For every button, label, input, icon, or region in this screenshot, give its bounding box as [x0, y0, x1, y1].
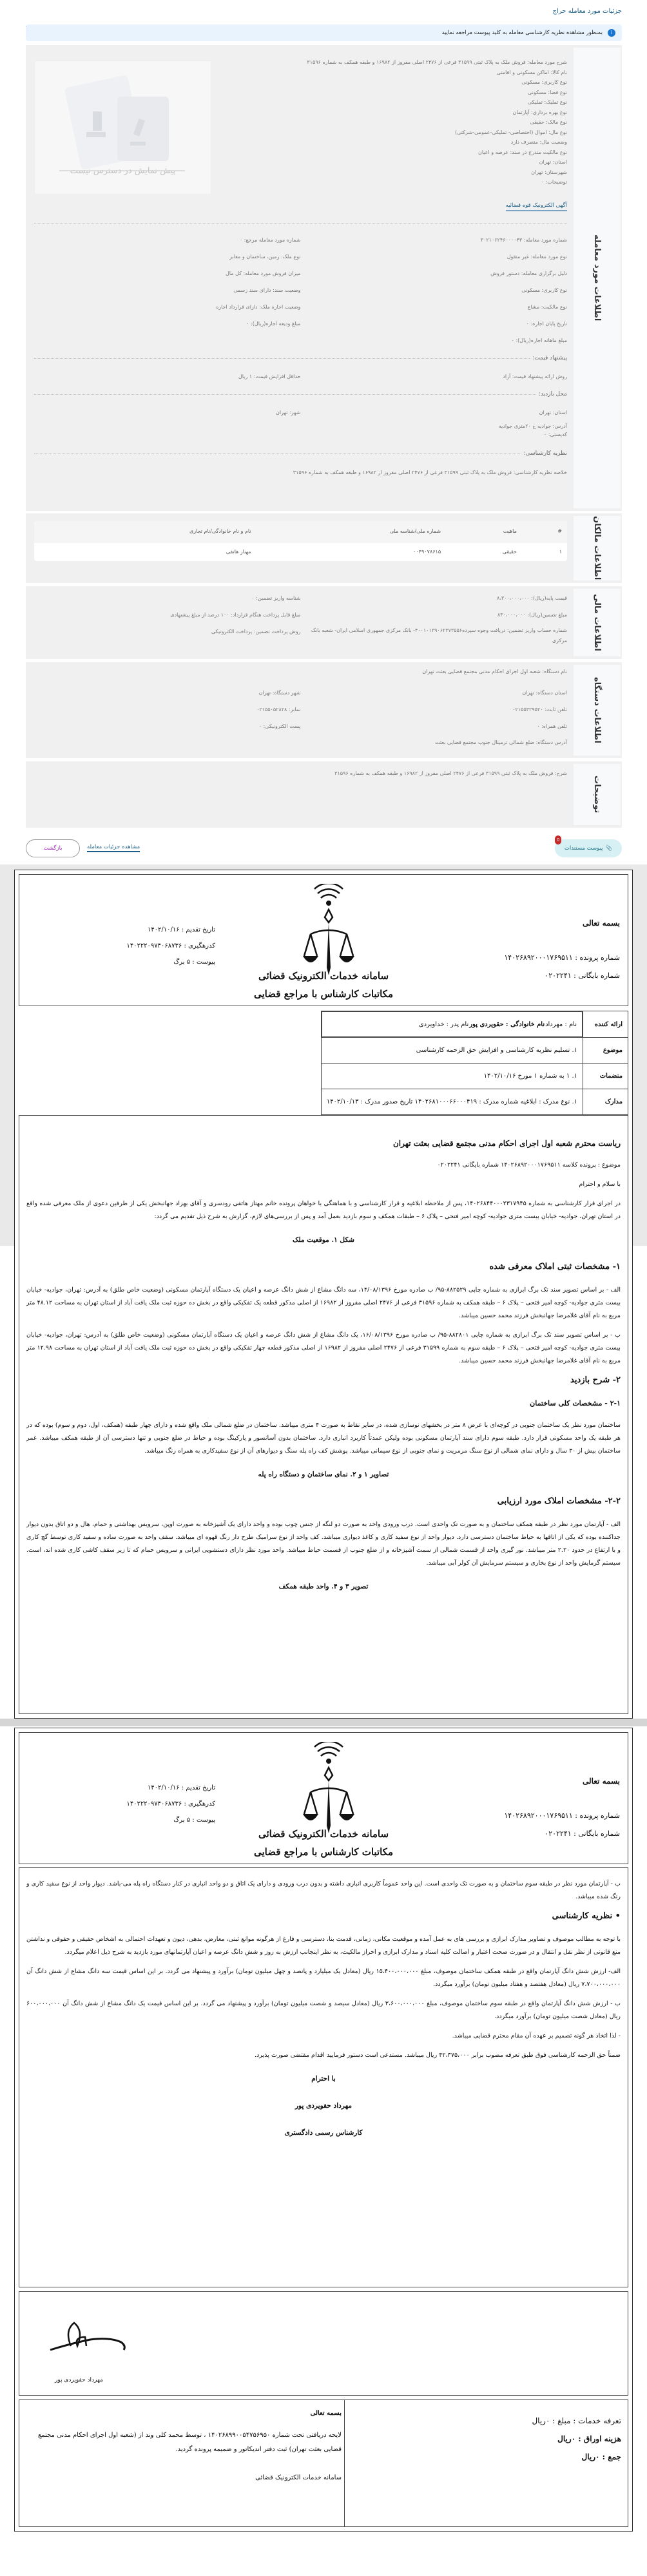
judiciary-scales-logo: [303, 884, 354, 980]
caption: مهرداد حقویردی پور: [295, 2102, 352, 2110]
archive-number: شماره بایگانی : ۰۲۰۲۲۴۱: [545, 971, 620, 980]
field-label: پست الکترونیکی:: [263, 723, 301, 729]
meta-value-item: نام خانوادگی : حقویردی پور: [469, 1020, 545, 1028]
caption: تصویر ۳ و ۴. واحد طبقه همکف: [278, 1583, 369, 1590]
electronic-ad-link[interactable]: آگهی الکترونیک قوه قضائیه: [506, 202, 567, 211]
paragraph: ضمناً حق الزحمه کارشناسی فوق طبق تعرفه مصوب برابر ۴۲،۳۷۵،۰۰۰ ریال میباشد. مستدعی است دستور فرمایید اقدام مقتضی صورت پذیرد.: [254, 2052, 621, 2059]
field-label: روش ارائه پیشنهاد قیمت:: [512, 373, 567, 379]
field-value: ۰: [537, 723, 540, 729]
total-fee: جمع : ۰ریال: [581, 2452, 621, 2461]
field-value: ۰۲۱۵۵۳۲۹۵۲۰: [512, 706, 543, 712]
field-value: عرصه و اعیان: [478, 149, 508, 155]
field: [34, 410, 301, 415]
paragraph: با سلام و احترام: [579, 1181, 621, 1188]
preview-unavailable-text: پیش نمایش در دسترس نیست: [70, 166, 176, 176]
table-cell: مهناز هاتفی: [34, 542, 256, 561]
field-value: فروش ملک به پلاک ثبتی ۳۱۵۹۹ فرعی از ۲۴۷۶ اصلی مفروز از ۱۶۹۸۲ و طبقه همکف به شماره ۳۱۵۹۶: [293, 470, 512, 475]
field-label: کدپستی:: [548, 432, 567, 437]
field-row: [34, 265, 567, 281]
field-value: ۰: [526, 320, 529, 327]
field: [206, 139, 567, 149]
field-row: [34, 298, 567, 315]
field-label: نوع مورد معامله:: [530, 253, 567, 260]
section-heading: [34, 355, 567, 361]
section-label: اطلاعات مورد معامله: [574, 48, 621, 508]
field: [34, 470, 567, 475]
field-row: [34, 315, 567, 332]
owners-table: [34, 521, 567, 561]
meta-key: ارائه کننده: [583, 1011, 628, 1038]
field: [206, 99, 567, 110]
document-subtitle: مکاتبات کارشناس با مراجع قضایی: [253, 988, 393, 1000]
field-label: نوع تملیک:: [544, 99, 567, 105]
info-alert: [26, 24, 622, 41]
column-header: #: [522, 521, 567, 542]
field-label: نوع مالکیت مندرج در سند:: [510, 149, 567, 155]
meta-key: مدارک: [583, 1089, 628, 1115]
field-row: [34, 281, 567, 298]
field-label: میزان فروش مورد معامله:: [243, 270, 301, 276]
field-label: خلاصه نظریه کارشناسی:: [513, 470, 567, 475]
basmala: بسمه تعالی: [582, 919, 620, 928]
field-value: دارای قرارداد اجاره: [216, 303, 258, 310]
section-label: توضیحات: [592, 776, 602, 814]
tracking-code: کدرهگیری : ۱۴۰۲۲۲۰۹۷۴۰۶۸۷۳۶: [126, 1800, 215, 1808]
field-label: نوع ملک:: [281, 253, 301, 260]
field: [34, 669, 567, 684]
field: [206, 179, 567, 189]
field-label: تلفن همراه:: [541, 723, 567, 729]
field: [206, 169, 567, 180]
tracking-code: کدرهگیری : ۱۴۰۲۲۲۰۹۷۴۰۶۸۷۳۶: [126, 942, 215, 949]
paragraph: ب - بر اساس تصویر سند تک برگ ابرازی به شماره چاپی ۸۸۲۸۰۱-۹۵/ ب صادره مورخ ۱۶/۰۸/۱۳۹۶، یک دانگ مشاع از شش دانگ عرصه و اعیان یک دستگاه آپارتمان مسکونی (وضعیت خاص طلق) به آدرس: تهران، جوادیه- خیابان بیست متری جوادیه- کوچه امیر فتحی – پلاک ۶ – طبقه سوم به شماره ۳۱۵۹۹ فرعی از ۲۴۷۶ اصلی مفروز از ۱۶۹۸۲ از اصلی مذکور قطعه چهار تفکیکی واقع در بخش ده حوزه ثبت ملک یافت آباد از استان تهران به مساحت ۱۲.۹۸ متر مربع به نام آقای غلامرضا جهانبخش فرزند محمد حسین میباشد.: [26, 1331, 621, 1364]
field: [206, 110, 567, 120]
basmala: بسمه تعالی: [582, 1777, 620, 1786]
field: [301, 321, 568, 327]
field-value: ۰: [544, 432, 547, 437]
field-row: [34, 248, 567, 265]
paragraph: الف- ارزش شش دانگ آپارتمان واقع در طبقه همکف ساختمان موصوف، مبلغ ۱۵،۴۰۰،۰۰۰،۰۰۰ ریال (معادل یک میلیارد و پانصد و چهل میلیون تومان) برآورد و پیشنهاد می گردد. بر این اساس قیمت سه دانگ مشاع از شش دانگ آن ۷،۷۰۰،۰۰۰،۰۰۰ ریال (معادل هفتصد و هفتاد میلیون تومان) برآورد میگردد.: [26, 1968, 621, 1988]
section-label: اطلاعات دستگاه: [592, 677, 602, 743]
field-value: ۸،۳۰۰،۰۰۰،۰۰۰: [497, 595, 530, 601]
field: [34, 237, 301, 243]
info-icon: i: [608, 29, 615, 37]
field: [301, 723, 568, 729]
field-label: شماره مورد معامله:: [523, 236, 567, 243]
paperclip-icon: 📎: [605, 845, 613, 852]
meta-value: [322, 1011, 583, 1037]
receipt-column: [19, 2400, 344, 2526]
field: [206, 59, 567, 70]
meta-value-item: ۱. نوع مدرک : ابلاغیه شماره مدرک : ۱۴۰۲۶۸۱۰۰۰۶۶۰۰۰۴۱۹ تاریخ صدور مدرک : ۱۴۰۲/۱۰/۱۳: [326, 1098, 577, 1105]
field-value: غیر منقول: [507, 253, 529, 260]
attachments-count-badge: 0: [555, 835, 561, 844]
document-page-1: [14, 870, 633, 1719]
field-label: استان:: [552, 409, 567, 415]
caption: با احترام: [311, 2075, 336, 2083]
field-label: نوع مالکیت:: [541, 303, 567, 310]
section-heading: ۲- شرح بازدید: [570, 1375, 621, 1385]
field-label: مبلغ تضمین(ریال):: [527, 611, 567, 618]
page-title: جزئیات مورد معامله حراج: [552, 8, 622, 15]
field: [34, 271, 301, 276]
field: [34, 723, 301, 729]
section-heading: [34, 391, 567, 397]
field: [34, 304, 301, 310]
notes-description: شرح: فروش ملک به پلاک ثبتی ۳۱۵۹۹ فرعی از ۲۴۷۶ اصلی مفروز از ۱۶۹۸۲ و طبقه همکف به شماره ۳۱۵۹۶: [334, 770, 567, 776]
field-label: استان دستگاه:: [536, 689, 567, 696]
field: [34, 629, 301, 634]
system-name: سامانه خدمات الکترونیک قضائی: [258, 970, 389, 982]
field: [206, 70, 567, 80]
meta-row: [321, 1064, 628, 1089]
field-value: ۰: [258, 723, 262, 729]
field-value: اماکن مسکونی و اقامتی: [496, 69, 549, 75]
field-value: آزاد: [503, 373, 511, 379]
submit-date: تاریخ تقدیم : ۱۴۰۲/۱۰/۱۶: [147, 926, 215, 933]
field-value: تهران: [258, 689, 271, 696]
meta-value-item: نام : مهرداد: [545, 1020, 577, 1028]
field: [301, 707, 568, 712]
table-cell: ۱: [522, 542, 567, 561]
field-value: کل مال: [225, 270, 242, 276]
field-value: ۱۰۰ درصد از مبلغ پیشنهادی: [170, 611, 229, 618]
meta-value-item: ۱. ۱ به شماره ۱ مورخ ۱۴۰۲/۱۰/۱۶: [483, 1073, 577, 1080]
field-label: نوع مال:: [548, 129, 567, 135]
column-header: ماهیت: [446, 521, 522, 542]
field-value: مسکونی: [521, 79, 541, 85]
field-label: روش پرداخت تضمین:: [253, 628, 301, 634]
field-label: وضعیت اجاره ملک:: [259, 303, 301, 310]
field-label: حداقل افزایش قیمت:: [253, 373, 301, 379]
heading-text: پیشنهاد قیمت:: [532, 355, 567, 361]
station-section: [26, 662, 622, 758]
field-label: شماره مورد معامله مرجع:: [244, 236, 301, 243]
field: [301, 271, 568, 276]
field-value: ضلع شمالی ترمینال جنوب مجتمع قضایی بعثت: [435, 739, 535, 745]
field: [301, 625, 568, 646]
divider: [34, 453, 521, 454]
field: [34, 254, 301, 260]
field-value: متصرف دارد: [510, 139, 538, 145]
page-separator: [0, 1719, 647, 1726]
paragraph: موضوع : پرونده کلاسه ۱۴۰۲۶۸۹۲۰۰۰۱۷۶۹۵۱۱ شماره بایگانی ۰۲۰۲۲۴۱: [437, 1161, 621, 1169]
field: [301, 374, 568, 379]
field-label: شهر:: [289, 409, 301, 415]
section-heading: ۲-۲- مشخصات املاک مورد ارزیابی: [497, 1496, 621, 1506]
heading-text: محل بازدید:: [538, 391, 567, 397]
field: [301, 237, 568, 243]
field-value: ۰: [251, 595, 255, 601]
signature-box: [19, 2291, 628, 2396]
field-value: آپارتمان: [512, 109, 530, 115]
field-row: [34, 589, 567, 606]
document-header: [19, 874, 628, 1006]
file-number: شماره پرونده : ۱۴۰۲۶۸۹۲۰۰۰۱۷۶۹۵۱۱: [504, 1811, 620, 1820]
view-deal-details-link[interactable]: مشاهده جزئیات معامله: [87, 844, 140, 852]
field-value: دستور فروش: [490, 270, 520, 276]
attachment-count: پیوست : ۵ برگ: [173, 959, 215, 966]
caption: کارشناس رسمی دادگستری: [284, 2129, 363, 2137]
subsection-heading: ۲-۱ - مشخصات کلی ساختمان: [530, 1399, 621, 1407]
field-value: ۰: [239, 236, 243, 243]
field-label: نوع بهره برداری:: [531, 109, 567, 115]
summary-list: [206, 59, 567, 189]
field-label: وضعیت سند:: [273, 287, 301, 293]
meta-value-item: نام پدر : خداویردی: [418, 1020, 469, 1028]
document-meta-table: [321, 1011, 628, 1115]
column-header: شماره ملی/شناسه ملی: [256, 521, 447, 542]
table-cell: حقیقی: [446, 542, 522, 561]
meta-row: [321, 1011, 628, 1038]
meta-key: موضوع: [583, 1038, 628, 1064]
heading-text: نظریه کارشناسی:: [523, 450, 567, 457]
field-value: دارای سند رسمی: [233, 287, 271, 293]
paragraph: در اجرای قرار کارشناسی به شماره ۱۴۰۲۶۸۴۴۰۰۰۲۳۱۷۹۴۵، پس از ملاحظه ابلاغیه و قرار کارشناسی و با هماهنگی با خواهان پرونده خانم مهناز هاتفی رودسری و آقای بهزاد جهانبخش یکی از طرفین دعوی از ملک معرفی شده واقع در استان تهران، جوادیه- خیابان بیست متری جوادیه- کوچه امیر فتحی – پلاک ۶ – طبقات همکف و سوم بازدید بعمل آمد و پس از بررسی‌های لازم، گزارش به شرح ذیل تقدیم می گردد:: [26, 1200, 621, 1220]
owners-section: [26, 513, 622, 583]
field-label: شماره حساب واریز تضمین:: [507, 627, 567, 633]
document-page-2: [14, 1728, 633, 2532]
meta-value: [321, 1064, 583, 1089]
field-value: حقیقی: [530, 119, 545, 125]
field: [34, 321, 301, 327]
meta-value-item: ۱. تسلیم نظریه کارشناسی و افزایش حق الزحمه کارشناسی: [416, 1047, 577, 1054]
gavel-placeholder-icon: [34, 61, 211, 177]
divider: [34, 394, 536, 395]
field-value: ۰: [246, 320, 249, 327]
field-value: تهران: [276, 409, 288, 415]
fees-column: [344, 2400, 628, 2526]
logo: [303, 884, 354, 983]
submit-date: تاریخ تقدیم : ۱۴۰۲/۱۰/۱۶: [147, 1784, 215, 1791]
field: [34, 374, 301, 379]
caption: شکل ۱. موقعیت ملک: [293, 1236, 354, 1244]
section-heading: ۱- مشخصات ثبتی املاک معرفی شده: [489, 1262, 621, 1272]
logo: [303, 1742, 354, 1841]
field-label: نام کالا:: [550, 69, 567, 75]
field-label: شهرستان:: [545, 169, 567, 175]
paragraph: الف - بر اساس تصویر سند تک برگ ابرازی به شماره چاپی ۸۸۲۵۲۹-۹۵/ ب صادره مورخ ۱۴/۰۸/۱۳۹۶، سه دانگ مشاع از شش دانگ عرصه و اعیان یک دستگاه آپارتمان مسکونی (وضعیت خاص طلق) به آدرس: تهران، جوادیه- خیابان بیست متری جوادیه- کوچه امیر فتحی – پلاک ۶ – طبقه همکف به شماره ۳۱۵۹۶ فرعی از ۲۴۷۶ اصلی مفروز از ۱۶۹۸۲ از اصلی مذکور قطعه یک تفکیکی واقع در بخش ده حوزه ثبت ملک یافت آباد از استان تهران به مساحت ۴۸.۱۲ متر مربع به نام آقای غلامرضا جهانبخش فرزند محمد حسین میباشد.: [26, 1286, 621, 1319]
field-row: [34, 404, 567, 421]
field-label: استان:: [552, 159, 567, 165]
meta-key: منضمات: [583, 1064, 628, 1089]
column-header: نام و نام خانوادگی/نام تجاری: [34, 521, 256, 542]
field-label: نام دستگاه:: [542, 669, 567, 674]
field-value: تهران: [531, 169, 543, 175]
paragraph: الف - آپارتمان مورد نظر در طبقه همکف ساختمان و به صورت تک واحدی است. درب ورودی واحد به صورت دو لنگه از جنس چوب بوده و واحد دارای یک آشپزخانه به صورت اوپن، سرویس بهداشتی و حمام، هال و دو اتاق بدون دیوار جداکننده بوده که یکی از اتاقها به حیاط ساختمان دسترسی دارد. دیوار واحد از نوع سفید کاری و کاغذ دیواری میباشد. کف واحد از نوع سرامیک طرح دار رنگ قهوه ای میباشد. سقف واحد به صورت ساده و سفید کاری توسط گچ کاری و با ارتفاع در حدود ۲.۲۰ متر میباشد. نور گیری واحد از قسمت شمالی از سمت آشپزخانه و از ضلع جنوب از قسمت حیاط میباشد. واحد مورد نظر دارای دستشویی ایرانی و سرویس حمام که تا زیر سقف کاشی کاری شده اند، است. سیستم گرمایش واحد از نوع بخاری و سیستم سرمایش آن کولر آبی میباشد.: [26, 1521, 621, 1567]
field: [206, 79, 567, 90]
archive-number: شماره بایگانی : ۰۲۰۲۲۴۱: [545, 1829, 620, 1838]
field: [34, 690, 301, 696]
field: [301, 690, 568, 696]
field-value: فروش ملک به پلاک ثبتی ۳۱۵۹۹ فرعی از ۲۴۷۶ اصلی مفروز از ۱۶۹۸۲ و طبقه همکف به شماره ۳۱۵۹۶: [307, 59, 526, 65]
deal-fields: [34, 231, 567, 475]
addressee: ریاست محترم شعبه اول اجرای احکام مدنی مجتمع قضایی بعثت تهران: [392, 1139, 621, 1148]
field-row: [34, 368, 567, 385]
field-label: نوع کاربری:: [541, 79, 567, 85]
field: [34, 612, 301, 618]
field-value: مسکونی: [528, 89, 546, 95]
document-body: [26, 1878, 621, 2153]
field-label: شناسه واریز تضمین:: [256, 595, 301, 601]
field-value: تهران: [539, 409, 552, 415]
file-number: شماره پرونده : ۱۴۰۲۶۸۹۲۰۰۰۱۷۶۹۵۱۱: [504, 953, 620, 962]
image-preview: [34, 61, 211, 195]
field: [301, 304, 568, 310]
field-value: ۰: [541, 179, 545, 185]
field-value: تهران: [522, 689, 534, 696]
field-row: [34, 701, 567, 718]
field-value: ۰: [511, 337, 514, 343]
field-label: وضعیت مال:: [539, 139, 567, 145]
section-label: اطلاعات مالی: [592, 594, 602, 651]
attachment-count: پیوست : ۵ برگ: [173, 1817, 215, 1824]
field-label: نوع مالک:: [546, 119, 567, 125]
paragraph: با توجه به مطالب موصوف و تصاویر مدارک ابرازی و بررسی های به عمل آمده و موقعیت مکانی، زمانی، قدمت بنا، دسترسی و فارغ از هرگونه موانع ثبتی، معارض، بدهی، دیون و تعهدات احتمالی به اشخاص حقیقی و حقوقی و نداشتن منع قانونی از نظر نقل و انتقال و در صورت صحت اعتبار و اصالت کلیه اسناد و مدارک ابرازی و احراز مالکیت، به نظر اینجانب ارزش به روز و شش دانگ عرصه و اعیان آپارتمانهای مورد بازدید به شرح ذیل اعلام میگردد.: [26, 1936, 621, 1956]
field-label: آدرس:: [552, 423, 567, 429]
field: [34, 287, 301, 293]
field-label: نوع فضا:: [548, 89, 567, 95]
paragraph: ساختمان مورد نظر یک ساختمان جنوبی در کوچه‌ای با عرض ۸ متر در بخشهای نوسازی شده، در سایر نقاط به صورت ۴ متری میباشد. ساختمان در ضلع شمالی ملک واقع شده و دارای چهار طبقه (همکف، اول، دوم و سوم) بوده که در هر طبقه یک واحد مسکونی قرار دارد. طبقه سوم دارای سند آپارتمان مسکونی بوده ولیکن عمدتاً کاربرد انباری دارد. ساختمان بدون آسانسور و پارکینگ بوده و حیاط در ضلع جنوبی و تنها دسترسی آن از طبقه همکف میباشد. عمر ساختمان بیش از ۳۰ سال و دارای نمای شمالی از نوع سنگ مرمریت و نمای جنوبی از نوع سیمانی میباشد. پوشش کف راه پله سنگ و دیوارهای آن از نوع سفیدکاری به همراه رنگ میباشد.: [26, 1422, 621, 1455]
divider: [34, 358, 530, 359]
field: [34, 707, 301, 712]
field-row: [34, 718, 567, 734]
field-value: شعبه اول اجرای احکام مدنی مجتمع قضایی بعثت تهران: [422, 669, 541, 674]
meta-row: [321, 1038, 628, 1064]
paragraph: - لذا اتخاذ هر گونه تصمیم بر عهده آن مقام محترم قضایی میباشد.: [452, 2032, 621, 2039]
field-value: مسکونی: [521, 287, 541, 293]
field: [301, 410, 568, 415]
field: [301, 287, 568, 293]
meta-value: [321, 1038, 583, 1064]
field-value: تهران: [539, 159, 552, 165]
field-row: [34, 684, 567, 701]
field-label: تلفن ثابت:: [545, 706, 567, 712]
judiciary-scales-logo: [303, 1742, 354, 1838]
receipt-footer: سامانه خدمات الکترونیک قضائی: [255, 2474, 342, 2481]
field-row: [34, 623, 567, 644]
attachments-button[interactable]: 📎 پیوست مستندات: [555, 839, 622, 857]
document-subtitle: مکاتبات کارشناس با مراجع قضایی: [253, 1846, 393, 1858]
signer-name: مهرداد حقویردی پور: [55, 2377, 103, 2383]
field: [206, 159, 567, 169]
field: [301, 254, 568, 260]
field: [34, 739, 567, 745]
fees-box: [19, 2399, 628, 2527]
field-label: مبلغ ودیعه اجاره(ریال):: [251, 320, 301, 327]
section-heading: [34, 450, 567, 457]
paper-fee: هزینه اوراق : ۰ریال: [557, 2434, 621, 2443]
field-value: ۱ ریال: [238, 373, 253, 379]
field-row: [34, 231, 567, 248]
field-value: زمین، ساختمان و معابر: [229, 253, 280, 260]
field-value: ۰۲۱۵۵۰۵۲۸۲۸: [256, 706, 287, 712]
field: [206, 149, 567, 160]
field-label: مبلغ ماهانه اجاره(ریال):: [516, 337, 567, 343]
field: [301, 338, 568, 343]
field-value: جوادیه خ ۲۰متری جوادیه: [498, 423, 552, 429]
field-value: پرداخت الکترونیکی: [211, 628, 253, 634]
caption: تصاویر ۱ و ۲. نمای ساختمان و دستگاه راه پله: [258, 1471, 389, 1478]
field-value: ۳۰۲۱۰۶۲۴۶۰۰۰۰۴۳: [480, 236, 523, 243]
field: [301, 595, 568, 601]
field-label: دلیل برگزاری معامله:: [521, 270, 567, 276]
section-heading: • نظریه کارشناسی: [552, 1911, 621, 1921]
field: [34, 595, 301, 601]
table-cell: ۰۰۴۹۰۷۸۶۱۵: [256, 542, 447, 561]
service-fee: تعرفه خدمات : مبلغ : ۰ریال: [532, 2416, 621, 2425]
notes-section: [26, 761, 622, 828]
field-label: قیمت پایه(ریال):: [531, 595, 567, 601]
paragraph: ب - ارزش شش دانگ آپارتمان واقع در طبقه سوم ساختمان موصوف، مبلغ ۳،۶۰۰،۰۰۰،۰۰۰ ریال (معادل سیصد و شصت میلیون تومان) برآورد و پیشنهاد می گردد. بر این اساس قیمت یک دانگ مشاع از شش دانگ آن ۶۰۰،۰۰۰،۰۰۰ ریال (معادل شصت میلیون تومان) برآورد میگردد.: [26, 2000, 621, 2020]
section-label: اطلاعات مالکان: [592, 516, 602, 580]
meta-value: [321, 1089, 583, 1115]
field-row: [34, 332, 567, 348]
system-name: سامانه خدمات الکترونیک قضائی: [258, 1828, 389, 1840]
divider: [34, 223, 567, 224]
document-header: [19, 1732, 628, 1864]
field-label: توضیحات:: [545, 179, 567, 185]
field-value: مشاع: [527, 303, 540, 310]
field: [34, 423, 567, 429]
field-label: نمابر:: [288, 706, 301, 712]
financial-section: [26, 586, 622, 659]
field-label: مبلغ قابل پرداخت هنگام قرارداد:: [231, 611, 301, 618]
field: [206, 129, 567, 140]
field-label: شهر دستگاه:: [272, 689, 301, 696]
receipt-basmala: بسمه تعالی: [310, 2410, 342, 2417]
alert-text: بمنظور مشاهده نظریه کارشناسی معامله به کلید پیوست مراجعه نمایید: [441, 30, 603, 36]
paragraph: ب - آپارتمان مورد نظر در طبقه سوم ساختمان و به صورت تک واحدی است. این واحد عموماً کاربری انباری داشته و بدون درب ورودی و دارای یک اتاق و دو واحد انباری در کنار دستگاه راه پله می-باشد. دیوار واحد از نوع سفید کاری و رنگ شده میباشد.: [26, 1880, 621, 1900]
action-bar: [26, 839, 622, 859]
field-value: اموال (اختصاصی- تملیکی-عمومی-شرکتی): [454, 129, 547, 135]
handwritten-signature: [45, 2318, 129, 2356]
field: [34, 432, 567, 437]
field: [206, 90, 567, 100]
back-button[interactable]: بازگشت: [26, 839, 80, 857]
field-label: شرح مورد معامله:: [527, 59, 567, 65]
meta-row: [321, 1089, 628, 1115]
field-value: ۸۳۰،۰۰۰،۰۰۰: [497, 611, 526, 618]
field-value: تملیکی: [528, 99, 543, 105]
field: [206, 119, 567, 129]
table-row: [34, 542, 567, 561]
field-label: آدرس دستگاه:: [536, 739, 567, 745]
signature-image: [45, 2318, 129, 2359]
field-label: نوع کاربری:: [541, 287, 567, 293]
receipt-text: لایحه دریافتی تحت شماره ۱۴۰۲۶۸۹۹۰۰۵۴۷۵۶۹۵۰ ، توسط محمد کلی وند از (شعبه اول اجرای احکام مدنی مجتمع قضایی بعثت تهران) ثبت دفتر اندیکاتور و ضمیمه پرونده گردید.: [37, 2432, 342, 2453]
field-value: دریافت وجوه سپرده۴۰۰۱۰۱۳۹۰۶۲۳۷۳۵۵۶- بانک مرکزی جمهوری اسلامی ایران- شعبه بانک مرکزی: [311, 627, 567, 644]
document-body: [26, 1133, 621, 1607]
field-label: تاریخ پایان اجاره:: [530, 320, 567, 327]
